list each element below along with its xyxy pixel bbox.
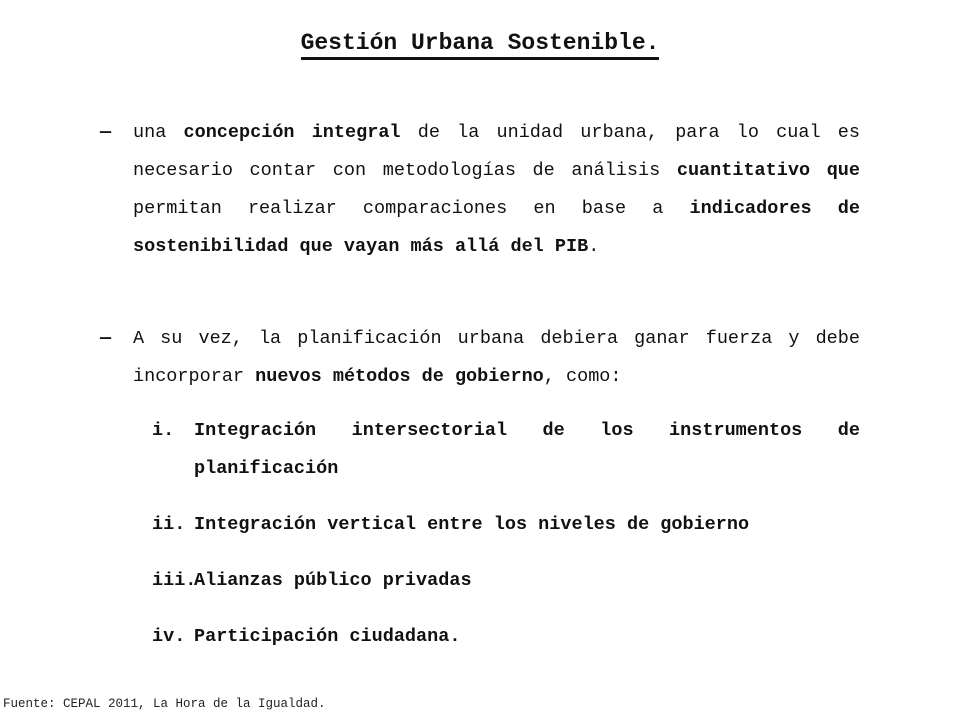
bullet-paragraph-1 [100, 114, 860, 266]
bullet-paragraph-2 [100, 320, 860, 396]
list-item [152, 562, 860, 600]
paragraph-1-text [133, 114, 860, 266]
list-item-text: Participación ciudadana. [194, 626, 461, 647]
list-item-number: i. [152, 420, 175, 441]
bullet-dash-icon: — [100, 122, 112, 143]
list-item [152, 412, 860, 488]
list-item-text: Alianzas público privadas [194, 570, 472, 591]
list-item-text: Integración intersectorial de los instrumentos de planificación [194, 420, 860, 479]
list-item-number: ii. [152, 514, 186, 535]
text-run: de la unidad urbana, para lo cual es necesario contar con metodologías de análisis [133, 122, 860, 181]
slide-title [0, 30, 960, 56]
text-run: , como: [543, 366, 622, 387]
list-item-number: iii. [152, 570, 197, 591]
bold-text-run: indicadores de sostenibilidad que vayan más allá del PIB [133, 198, 860, 257]
list-item [152, 618, 860, 656]
list-item-text: Integración vertical entre los niveles de gobierno [194, 514, 750, 535]
text-run: permitan realizar comparaciones en base a [133, 198, 690, 219]
list-item-number: iv. [152, 626, 186, 647]
source-citation: Fuente: CEPAL 2011, La Hora de la Igualdad. [3, 697, 326, 711]
bold-text-run: cuantitativo que [676, 160, 860, 181]
bullet-dash-icon: — [100, 328, 112, 349]
paragraph-2-text [133, 320, 860, 396]
list-item [152, 506, 860, 544]
text-run: . [588, 236, 600, 257]
text-run: A su vez, la planificación urbana debiera ganar fuerza y debe incorporar [133, 328, 860, 387]
bold-text-run: nuevos métodos de gobierno [255, 366, 544, 387]
numbered-list [152, 412, 860, 674]
text-run: una [133, 122, 184, 143]
bold-text-run: concepción integral [183, 122, 401, 143]
slide-title-text: Gestión Urbana Sostenible. [301, 30, 660, 60]
